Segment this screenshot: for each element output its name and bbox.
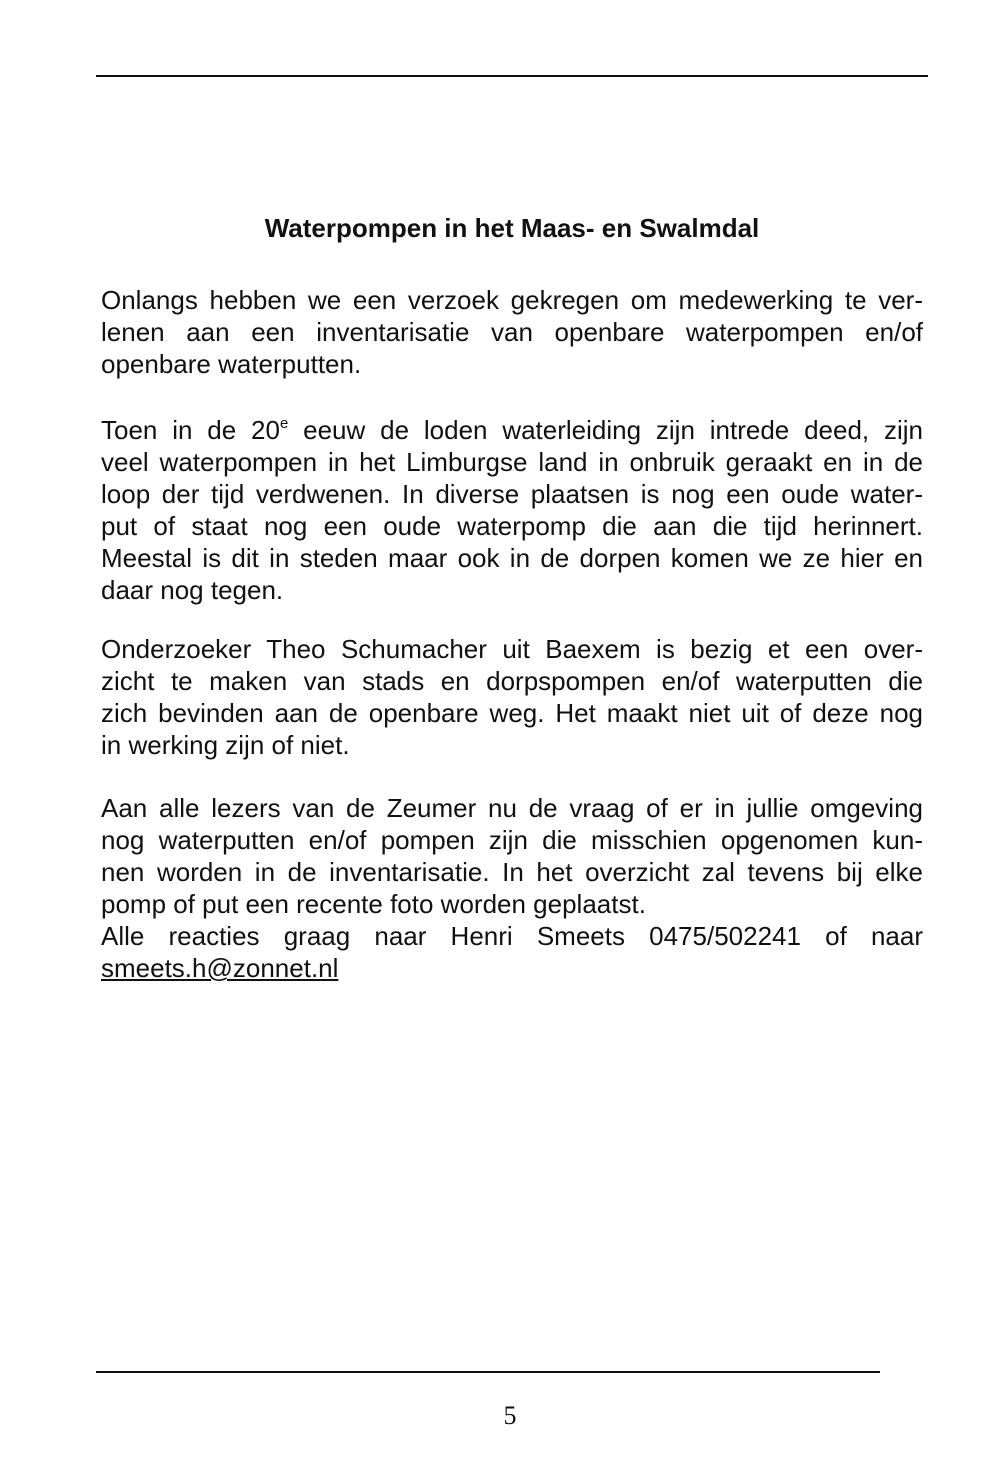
text-line: Alle reacties graag naar Henri Smeets 0475/502241 of naar: [101, 921, 923, 951]
text-fragment: Toen in de 20: [101, 415, 280, 445]
text-line: lenen aan een inventarisatie van openbare waterpompen en/of: [101, 317, 923, 347]
text-line: nog waterputten en/of pompen zijn die misschien opgenomen kun-: [101, 825, 923, 855]
paragraph-intro: [101, 284, 923, 380]
paragraph-history: [101, 414, 923, 606]
text-line: zicht te maken van stads en dorpspompen en/of waterputten die: [101, 666, 923, 696]
text-fragment: eeuw de loden waterleiding zijn intrede deed, zijn: [288, 415, 923, 445]
text-line: veel waterpompen in het Limburgse land in onbruik geraakt en in de: [101, 447, 923, 477]
paragraph-request: [101, 792, 923, 984]
top-rule: [96, 75, 928, 77]
text-line: openbare waterputten.: [101, 349, 362, 379]
page-number: 5: [503, 1401, 517, 1430]
bottom-rule: [96, 1371, 880, 1373]
text-line: in werking zijn of niet.: [101, 730, 350, 760]
text-line: zich bevinden aan de openbare weg. Het maakt niet uit of deze nog: [101, 698, 923, 728]
text-line: Onlangs hebben we een verzoek gekregen om medewerking te ver-: [101, 285, 923, 315]
text-line: Onderzoeker Theo Schumacher uit Baexem is bezig et een over-: [101, 634, 923, 664]
article-title: Waterpompen in het Maas- en Swalmdal: [264, 213, 760, 243]
text-line: Meestal is dit in steden maar ook in de dorpen komen we ze hier en: [101, 543, 923, 573]
text-line: nen worden in de inventarisatie. In het overzicht zal tevens bij elke: [101, 857, 923, 887]
email-link[interactable]: smeets.h@zonnet.nl: [101, 953, 339, 983]
text-line: loop der tijd verdwenen. In diverse plaatsen is nog een oude water-: [101, 479, 923, 509]
text-line: Aan alle lezers van de Zeumer nu de vraag of er in jullie omgeving: [101, 793, 923, 823]
paragraph-research: [101, 633, 923, 761]
text-line: put of staat nog een oude waterpomp die aan die tijd herinnert.: [101, 511, 923, 541]
text-line: [101, 414, 923, 446]
text-line: [101, 952, 923, 984]
text-line: pomp of put een recente foto worden geplaatst.: [101, 889, 646, 919]
text-line: daar nog tegen.: [101, 575, 284, 605]
superscript: e: [279, 415, 289, 432]
